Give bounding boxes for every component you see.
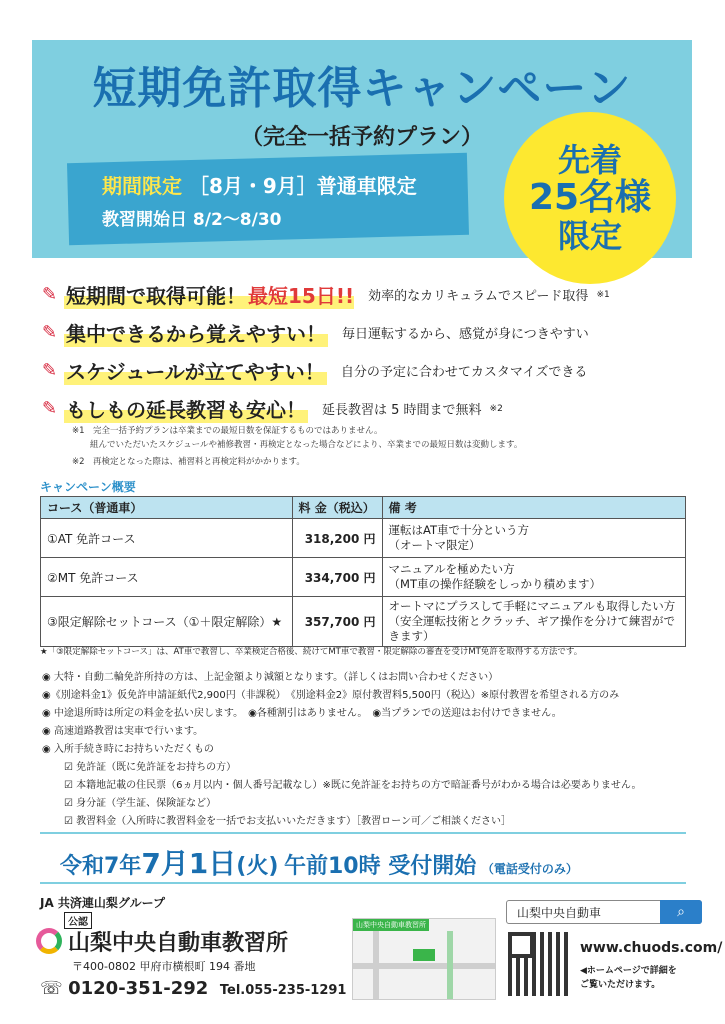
badge-line2: 25名様 bbox=[528, 177, 652, 218]
period-line bbox=[102, 170, 417, 199]
remark-line2: （MT車の操作経験をしっかり積めます） bbox=[388, 577, 601, 591]
pin-icon: ✎ bbox=[42, 284, 58, 305]
campaign-title: キャンペーン概要 bbox=[40, 480, 136, 494]
feature-desc: 自分の予定に合わせてカスタマイズできる bbox=[340, 365, 588, 380]
map-road bbox=[447, 931, 453, 999]
campaign-table bbox=[40, 496, 686, 647]
website-url[interactable]: www.chuods.com/ bbox=[580, 940, 723, 956]
period-detail: ［8月・9月］普通車限定 bbox=[188, 174, 417, 198]
limited-badge bbox=[504, 112, 676, 284]
feature-head: もしもの延長教習も安心！ bbox=[64, 394, 308, 423]
feature-note: ※1 bbox=[596, 289, 610, 300]
website-note-line2: ご覧いただけます。 bbox=[580, 980, 661, 990]
search-icon: ⌕ bbox=[677, 904, 685, 920]
feature-head: スケジュールが立てやすい！ bbox=[64, 356, 327, 385]
feature-desc: 延長教習は 5 時間まで無料 bbox=[322, 403, 482, 418]
divider bbox=[40, 832, 686, 834]
required-item: ☑ 教習料金（入所時に教習料金を一括でお支払いいただきます）［教習ローン可／ご相談ください］ bbox=[64, 816, 511, 827]
info-line: ◉ 中途退所時は所定の料金を払い戻します。 ◉各種割引はありません。 ◉当プランでの送迎はお付けできません。 bbox=[42, 708, 562, 719]
course-price: 357,700 円 bbox=[292, 597, 382, 647]
footnote-2: ※2 再検定となった際は、補習料と再検定料がかかります。 bbox=[72, 457, 305, 467]
feature-desc: 毎日運転するから、感覚が身につきやすい bbox=[342, 327, 589, 342]
feature-desc: 効率的なカリキュラムでスピード取得 bbox=[368, 289, 589, 304]
badge-line3: 限定 bbox=[557, 217, 622, 255]
freedial-icon: ☏ bbox=[40, 978, 63, 999]
table-row bbox=[41, 558, 686, 597]
website-note bbox=[580, 964, 677, 992]
freedial-number[interactable]: 0120-351-292 bbox=[68, 978, 209, 999]
course-remark bbox=[382, 597, 685, 647]
school-logo-icon bbox=[36, 928, 62, 954]
plan-subtitle: （完全一括予約プラン） bbox=[240, 125, 483, 150]
remark-line1: マニュアルを極めたい方 bbox=[388, 562, 515, 576]
course-remark bbox=[382, 558, 685, 597]
reception-start bbox=[60, 842, 578, 882]
school-marker-icon bbox=[413, 949, 435, 961]
divider bbox=[40, 882, 686, 884]
tel-number[interactable]: Tel.055-235-1291 bbox=[219, 983, 347, 998]
header-price: 料 金（税込） bbox=[292, 497, 382, 519]
period-note-paper bbox=[67, 153, 469, 245]
pin-icon: ✎ bbox=[42, 360, 58, 381]
info-line: ◉《別途料金1》仮免許申請証紙代2,900円（非課税） 《別途料金2》原付教習料5,500円（税込）※原付教習を希望される方のみ bbox=[42, 690, 620, 701]
period-label: 期間限定 bbox=[102, 174, 182, 198]
access-map bbox=[352, 918, 496, 1000]
qr-code-icon bbox=[508, 932, 572, 996]
course-remark bbox=[382, 519, 685, 558]
phone-numbers bbox=[40, 978, 346, 999]
feature-head: 短期間で取得可能！ bbox=[64, 280, 248, 309]
open-time: 午前10時 受付開始 bbox=[283, 854, 477, 879]
course-name: ①AT 免許コース bbox=[41, 519, 293, 558]
footnote-1b: 組んでいただいたスケジュールや補修教習・再検定となった場合などにより、卒業までの最短日数は変動します。 bbox=[90, 440, 523, 450]
open-date: 7月1日 bbox=[141, 847, 237, 880]
map-road bbox=[353, 963, 495, 969]
header-course: コース（普通車） bbox=[41, 497, 293, 519]
feature-item bbox=[42, 280, 610, 309]
feature-note: ※2 bbox=[489, 403, 503, 414]
feature-item bbox=[42, 356, 587, 385]
open-phone-only: （電話受付のみ） bbox=[481, 862, 578, 876]
course-price: 318,200 円 bbox=[292, 519, 382, 558]
search-button[interactable] bbox=[660, 900, 702, 924]
map-title: 山梨中央自動車教習所 bbox=[353, 919, 429, 931]
page-title: 短期免許取得キャンペーン bbox=[92, 63, 632, 114]
pin-icon: ✎ bbox=[42, 398, 58, 419]
certified-label: 公認 bbox=[64, 912, 92, 929]
info-line: ◉ 入所手続き時にお持ちいただくもの bbox=[42, 744, 214, 755]
info-line: ◉ 大特・自動二輪免許所持の方は、上記金額より減額となります。（詳しくはお問い合わせください） bbox=[42, 672, 499, 683]
footnote-1a: ※1 完全一括予約プランは卒業までの最短日数を保証するものではありません。 bbox=[72, 426, 383, 436]
required-item: ☑ 免許証（既に免許証をお持ちの方） bbox=[64, 762, 237, 773]
school-name: 山梨中央自動車教習所 bbox=[68, 931, 289, 956]
pin-icon: ✎ bbox=[42, 322, 58, 343]
course-name: ②MT 免許コース bbox=[41, 558, 293, 597]
open-era: 令和7年 bbox=[60, 854, 142, 879]
search-input[interactable]: 山梨中央自動車 bbox=[506, 900, 702, 924]
course-price: 334,700 円 bbox=[292, 558, 382, 597]
remark-line1: オートマにプラスして手軽にマニュアルも取得したい方 bbox=[388, 599, 676, 613]
feature-item bbox=[42, 318, 589, 347]
start-date: 教習開始日 8/2〜8/30 bbox=[102, 210, 282, 230]
table-row bbox=[41, 597, 686, 647]
remark-line2: （安全運転技術とクラッチ、ギア操作を分けて練習ができます） bbox=[388, 614, 675, 643]
table-header-row bbox=[41, 497, 686, 519]
open-dow: (火) bbox=[236, 854, 279, 879]
remark-line2: （オートマ限定） bbox=[388, 538, 481, 552]
info-line: ◉ 高速道路教習は実車で行います。 bbox=[42, 726, 204, 737]
required-item: ☑ 身分証（学生証、保険証など） bbox=[64, 798, 217, 809]
feature-item bbox=[42, 394, 503, 423]
required-item: ☑ 本籍地記載の住民票（6ヵ月以内・個人番号記載なし）※既に免許証をお持ちの方で暗証番号がわかる場合は必要ありません。 bbox=[64, 780, 642, 791]
website-note-line1: ◀ホームページで詳細を bbox=[580, 966, 677, 976]
star-note: ★「③限定解除セットコース」は、AT車で教習し、卒業検定合格後、続けてMT車で教習・限定解除の審査を受けMT免許を取得する方法です。 bbox=[40, 647, 583, 657]
remark-line1: 運転はAT車で十分という方 bbox=[388, 523, 530, 537]
feature-head: 集中できるから覚えやすい！ bbox=[64, 318, 328, 347]
feature-accent: 最短15日!! bbox=[248, 280, 354, 309]
group-name: JA 共済連山梨グループ bbox=[40, 896, 165, 910]
header-remarks: 備 考 bbox=[382, 497, 685, 519]
badge-line1: 先着 bbox=[557, 141, 622, 179]
address: 〒400-0802 甲府市横根町 194 番地 bbox=[72, 960, 256, 973]
course-name: ③限定解除セットコース（①＋限定解除）★ bbox=[41, 597, 293, 647]
table-row bbox=[41, 519, 686, 558]
